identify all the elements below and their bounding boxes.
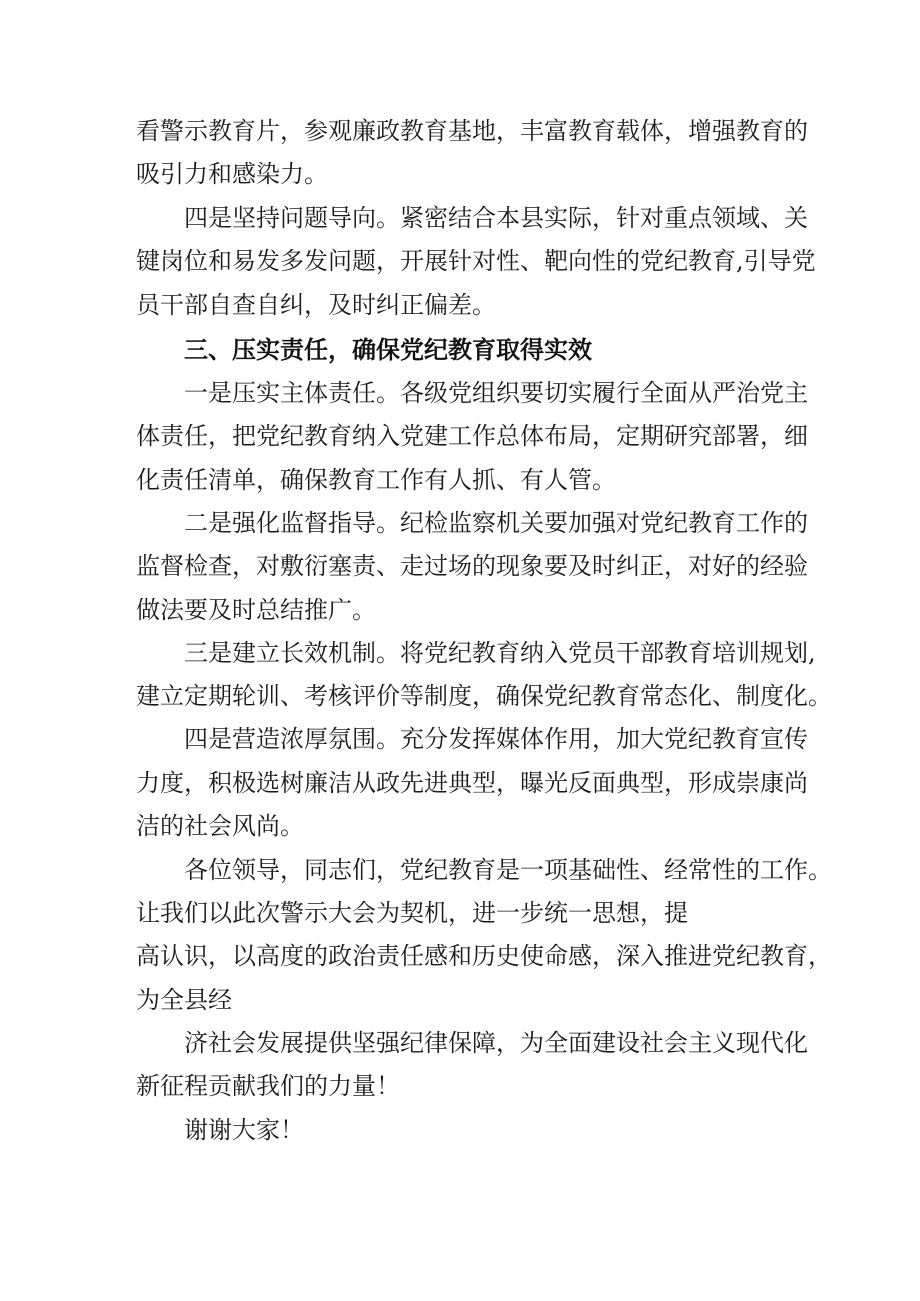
body-text-line: 看警示教育片，参观廉政教育基地，丰富教育载体，增强教育的 — [136, 117, 808, 145]
body-text-line: 为全县经 — [136, 986, 232, 1014]
paragraph-start-line: 一是压实主体责任。各级党组织要切实履行全面从严治党主 — [184, 379, 808, 407]
body-text-line: 员干部自查自纠，及时纠正偏差。 — [136, 291, 496, 319]
paragraph-start-line: 三是建立长效机制。将党纪教育纳入党员干部教育培训规划, — [184, 639, 816, 667]
paragraph-start-line: 各位领导，同志们，党纪教育是一项基础性、经常性的工作。 — [184, 856, 832, 884]
paragraph-start-line: 四是坚持问题导向。紧密结合本县实际，针对重点领域、关 — [184, 204, 808, 232]
closing-line: 谢谢大家！ — [184, 1116, 304, 1144]
body-text-line: 建立定期轮训、考核评价等制度，确保党纪教育常态化、制度化。 — [136, 682, 832, 710]
body-text-line: 高认识，以高度的政治责任感和历史使命感，深入推进党纪教育， — [136, 942, 832, 970]
body-text-line: 键岗位和易发多发问题，开展针对性、靶向性的党纪教育,引导党 — [136, 247, 816, 275]
section-heading: 三、压实责任，确保党纪教育取得实效 — [184, 336, 592, 364]
body-text-line: 力度，积极选树廉洁从政先进典型，曝光反面典型，形成崇康尚 — [136, 769, 808, 797]
body-text-line: 新征程贡献我们的力量！ — [136, 1072, 400, 1100]
body-text-line: 做法要及时总结推广。 — [136, 596, 376, 624]
body-text-line: 吸引力和感染力。 — [136, 160, 328, 188]
body-text-line: 化责任清单，确保教育工作有人抓、有人管。 — [136, 466, 616, 494]
paragraph-start-line: 济社会发展提供坚强纪律保障，为全面建设社会主义现代化 — [184, 1029, 808, 1057]
paragraph-start-line: 二是强化监督指导。纪检监察机关要加强对党纪教育工作的 — [184, 509, 808, 537]
body-text-line: 洁的社会风尚。 — [136, 812, 304, 840]
body-text-line: 监督检查，对敷衍塞责、走过场的现象要及时纠正，对好的经验 — [136, 552, 808, 580]
body-text-line: 让我们以此次警示大会为契机，进一步统一思想，提 — [136, 899, 688, 927]
paragraph-start-line: 四是营造浓厚氛围。充分发挥媒体作用，加大党纪教育宣传 — [184, 725, 808, 753]
body-text-line: 体责任，把党纪教育纳入党建工作总体布局，定期研究部署，细 — [136, 422, 808, 450]
